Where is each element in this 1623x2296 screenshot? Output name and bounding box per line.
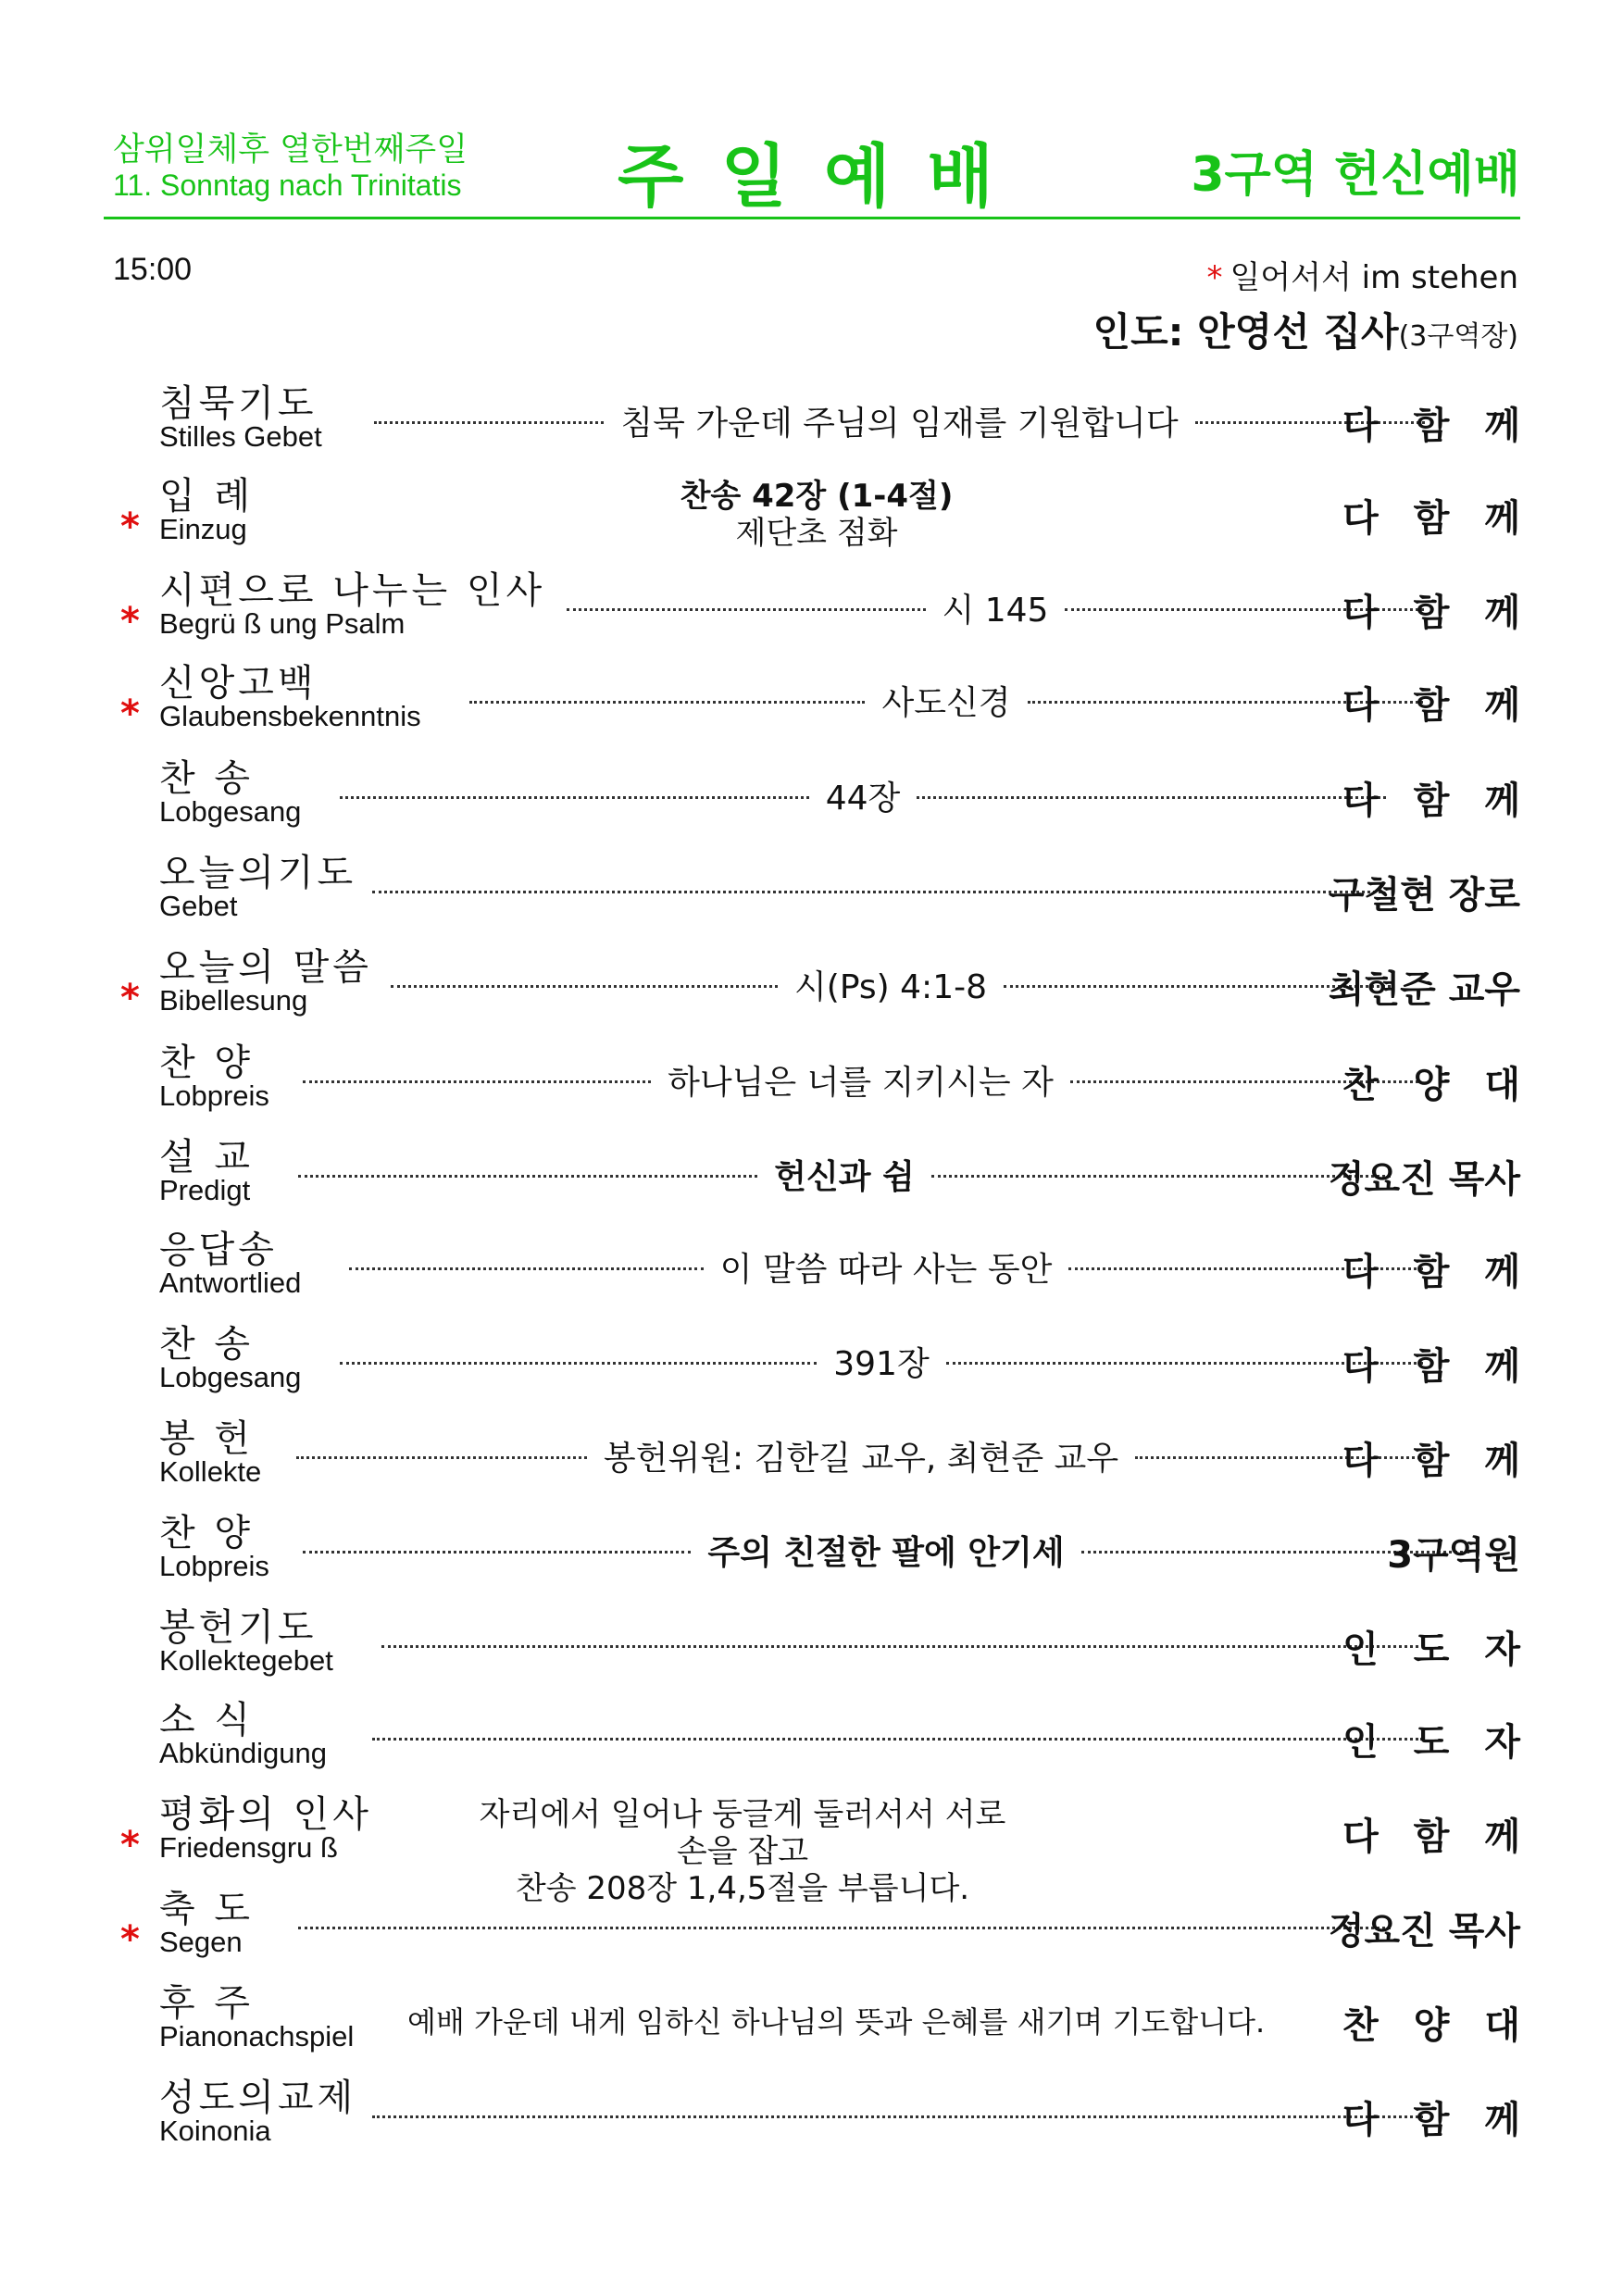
item-title-german: Kollekte — [159, 1455, 262, 1488]
item-title-german: Bibellesung — [159, 984, 308, 1017]
dot-leader — [381, 1645, 1418, 1648]
service-item — [113, 1318, 1555, 1404]
dot-leader — [340, 796, 809, 799]
dot-leader — [567, 608, 926, 611]
item-content — [372, 862, 1381, 917]
item-title-korean: 입 례 — [159, 475, 254, 518]
asterisk-icon: * — [1206, 259, 1223, 296]
item-content — [296, 1428, 1426, 1483]
item-participant: 최현준 교우 — [1328, 968, 1520, 1011]
item-content-line: 찬송 208장 1,4,5절을 부릅니다. — [515, 1870, 970, 1907]
dot-leader — [303, 1551, 691, 1554]
service-item — [113, 2072, 1555, 2157]
service-item — [113, 753, 1555, 838]
item-title-korean: 평화의 인사 — [159, 1793, 372, 1836]
dot-leader — [469, 701, 865, 704]
sunday-name-german: 11. Sonntag nach Trinitatis — [113, 168, 462, 202]
item-content-text: 침묵 가운데 주님의 임재를 기원합니다 — [620, 404, 1179, 443]
item-content-line: 자리에서 일어나 둥글게 둘러서서 서로 손을 잡고 — [479, 1796, 1006, 1870]
item-content — [340, 767, 1386, 823]
item-content-text: 이 말씀 따라 사는 동안 — [719, 1250, 1053, 1289]
item-content — [613, 478, 1020, 552]
item-title-german: Segen — [159, 1926, 243, 1958]
item-content-text: 시(Ps) 4:1-8 — [794, 967, 987, 1006]
item-content — [340, 1333, 1423, 1389]
item-content-line: 찬송 42장 (1-4절) — [680, 478, 954, 515]
item-title-german: Pianonachspiel — [159, 2020, 355, 2053]
item-participant: 인도자 — [1342, 1721, 1555, 1764]
item-participant: 다함께 — [1342, 497, 1555, 540]
leader-role: (3구역장) — [1398, 320, 1518, 353]
dot-leader — [372, 1738, 1423, 1741]
item-participant: 다함께 — [1342, 405, 1555, 447]
service-item — [113, 1037, 1555, 1122]
item-content-text: 헌신과 쉼 — [774, 1157, 915, 1196]
item-content-text: 봉헌위원: 김한길 교우, 최현준 교우 — [603, 1439, 1119, 1478]
item-title-korean: 찬 양 — [159, 1512, 254, 1554]
item-title-german: Begrü ß ung Psalm — [159, 607, 406, 640]
item-title-german: Lobpreis — [159, 1079, 269, 1112]
standing-asterisk-icon: * — [120, 600, 140, 643]
item-participant: 다함께 — [1342, 1251, 1555, 1293]
item-title-korean: 찬 송 — [159, 1323, 254, 1366]
item-title-korean: 소 식 — [159, 1699, 254, 1741]
dot-leader — [917, 796, 1386, 799]
item-title-german: Stilles Gebet — [159, 420, 322, 453]
item-content — [391, 1992, 1391, 2048]
dot-leader — [374, 421, 604, 424]
item-title-korean: 설 교 — [159, 1136, 254, 1179]
item-content — [298, 1146, 1391, 1202]
dot-leader — [298, 1175, 757, 1178]
item-title-korean: 침묵기도 — [159, 382, 318, 425]
item-title-german: Antwortlied — [159, 1267, 302, 1299]
item-content — [298, 1898, 1391, 1953]
item-content-text: 44장 — [825, 779, 901, 817]
item-content-text: 사도신경 — [881, 683, 1011, 722]
item-participant: 다함께 — [1342, 1345, 1555, 1388]
item-title-german: Predigt — [159, 1174, 251, 1206]
item-participant: 정요진 목사 — [1328, 1910, 1520, 1953]
dot-leader — [372, 891, 1381, 893]
item-title-korean: 성도의교제 — [159, 2077, 357, 2119]
sunday-name-korean: 삼위일체후 열한번째주일 — [113, 131, 468, 168]
dot-leader — [931, 1175, 1391, 1178]
service-item — [113, 1602, 1555, 1687]
dot-leader — [372, 2115, 1423, 2118]
page-title: 주일예배 — [618, 137, 1030, 217]
service-item — [113, 378, 1555, 463]
item-title-korean: 봉 헌 — [159, 1417, 254, 1460]
item-content — [381, 1616, 1418, 1672]
item-title-german: Abkündigung — [159, 1737, 327, 1769]
item-participant: 구철현 장로 — [1328, 874, 1520, 917]
dot-leader — [391, 985, 778, 988]
item-participant: 다함께 — [1342, 592, 1555, 634]
item-title-korean: 후 주 — [159, 1982, 254, 2025]
dot-leader — [303, 1080, 651, 1083]
standing-asterisk-icon: * — [120, 693, 140, 735]
item-title-german: Lobpreis — [159, 1550, 269, 1582]
item-participant: 다함께 — [1342, 684, 1555, 727]
service-time: 15:00 — [113, 252, 193, 287]
item-title-german: Kollektegebet — [159, 1644, 333, 1677]
standing-label: 일어서서 im stehen — [1230, 259, 1518, 296]
standing-asterisk-icon: * — [120, 1824, 140, 1866]
item-title-korean: 오늘의 말씀 — [159, 946, 372, 989]
service-item — [113, 942, 1520, 1027]
item-title-german: Koinonia — [159, 2115, 271, 2147]
service-item — [113, 565, 1555, 650]
item-content-text: 391장 — [833, 1344, 930, 1383]
service-item — [113, 1413, 1555, 1498]
item-participant: 3구역원 — [1387, 1534, 1520, 1577]
standing-asterisk-icon: * — [120, 505, 140, 548]
item-title-german: Glaubensbekenntnis — [159, 700, 421, 732]
item-content — [303, 1522, 1469, 1578]
item-participant: 다함께 — [1342, 1440, 1555, 1482]
item-content-line: 제단초 점화 — [735, 515, 898, 552]
item-content-text: 예배 가운데 내게 임하신 하나님의 뜻과 은혜를 새기며 기도합니다. — [407, 2004, 1266, 2040]
item-content — [469, 672, 1423, 728]
item-title-german: Lobgesang — [159, 1361, 302, 1393]
item-content-text: 주의 친절한 팔에 안기세 — [707, 1533, 1065, 1572]
service-item — [113, 1789, 1555, 1907]
item-title-german: Einzug — [159, 513, 247, 545]
item-content-text: 시 145 — [942, 591, 1049, 630]
item-title-korean: 응답송 — [159, 1229, 278, 1271]
item-title-german: Friedensgru ß — [159, 1831, 338, 1864]
item-participant: 찬양대 — [1342, 1064, 1555, 1106]
item-participant: 다함께 — [1342, 1816, 1555, 1858]
service-item — [113, 1694, 1555, 1779]
item-participant: 다함께 — [1342, 2099, 1555, 2141]
standing-asterisk-icon: * — [120, 1918, 140, 1961]
item-title-korean: 축 도 — [159, 1888, 254, 1930]
service-item — [113, 1224, 1555, 1309]
item-title-korean: 오늘의기도 — [159, 852, 357, 894]
item-content-text: 하나님은 너를 지키시는 자 — [668, 1063, 1054, 1102]
dot-leader — [296, 1456, 587, 1459]
item-title-german: Lobgesang — [159, 795, 302, 828]
service-item — [113, 1883, 1520, 1968]
dot-leader — [298, 1927, 1391, 1929]
item-participant: 정요진 목사 — [1328, 1158, 1520, 1201]
service-event: 3구역 헌신예배 — [1191, 147, 1520, 203]
dot-leader — [349, 1267, 704, 1270]
service-item — [113, 1507, 1520, 1592]
item-participant: 인도자 — [1342, 1628, 1555, 1671]
item-content — [372, 2087, 1423, 2142]
item-title-korean: 봉헌기도 — [159, 1606, 318, 1649]
dot-leader — [340, 1362, 817, 1365]
item-content — [303, 1052, 1418, 1107]
item-title-korean: 시편으로 나누는 인사 — [159, 569, 546, 612]
item-content — [567, 580, 1424, 635]
item-participant: 다함께 — [1342, 780, 1555, 822]
item-content — [349, 1239, 1423, 1294]
standing-asterisk-icon: * — [120, 977, 140, 1019]
item-participant: 찬양대 — [1342, 2004, 1555, 2047]
item-title-korean: 찬 송 — [159, 757, 254, 800]
service-item — [113, 847, 1520, 932]
item-title-korean: 찬 양 — [159, 1042, 254, 1084]
service-item — [113, 1131, 1520, 1217]
item-title-german: Gebet — [159, 890, 238, 922]
item-content — [391, 956, 1391, 1012]
item-content — [374, 393, 1425, 448]
item-content — [372, 1709, 1423, 1765]
service-item — [113, 1978, 1555, 2063]
leader-label: 인도: 안영선 집사 — [1092, 309, 1399, 355]
service-item — [113, 657, 1555, 742]
service-item — [113, 470, 1555, 555]
item-title-korean: 신앙고백 — [159, 662, 318, 705]
